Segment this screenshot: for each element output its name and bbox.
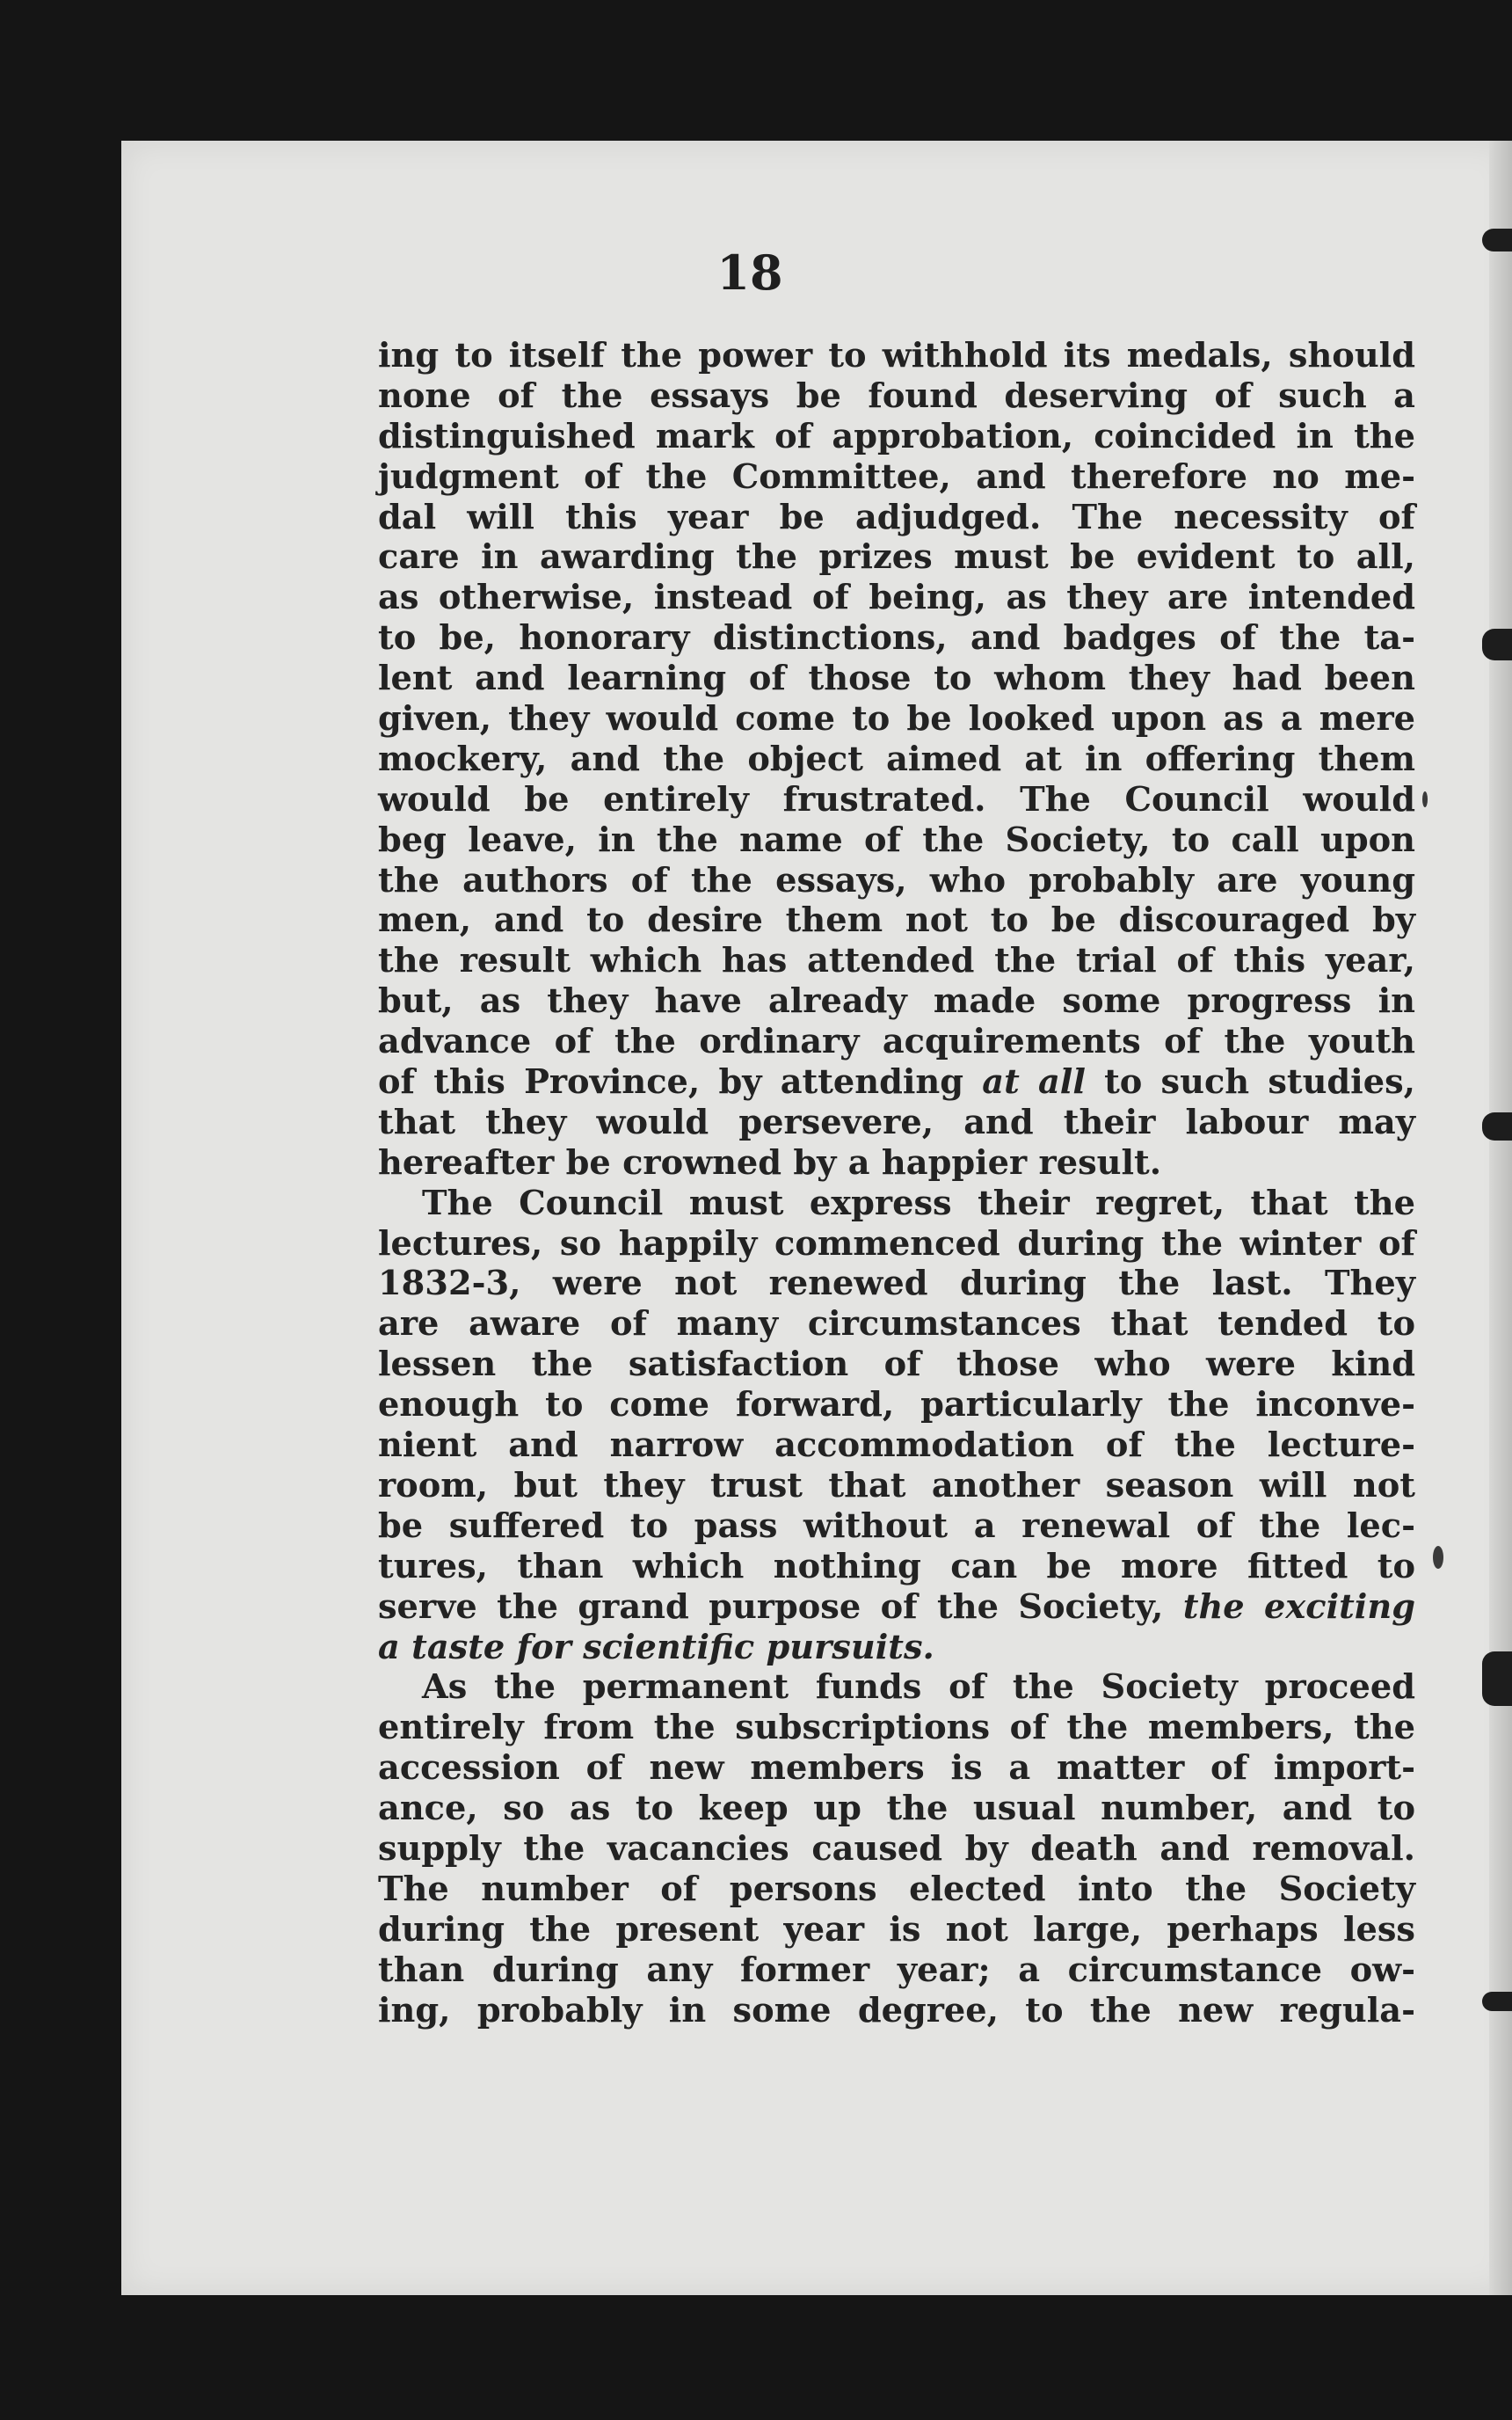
italic-text: the exciting bbox=[1182, 1586, 1415, 1627]
text-line: nient and narrow accommodation of the lecture- bbox=[378, 1425, 1415, 1466]
paper-speck bbox=[1433, 1546, 1443, 1569]
binding-mark bbox=[1482, 229, 1512, 251]
text-segment: to such studies, bbox=[1085, 1062, 1415, 1103]
text-line: advance of the ordinary acquirements of the youth bbox=[378, 1022, 1415, 1062]
page-number: 18 bbox=[716, 244, 783, 301]
text-line: but, as they have already made some progress in bbox=[378, 981, 1415, 1022]
text-segment: of this Province, by attending bbox=[378, 1062, 983, 1103]
text-line: the authors of the essays, who probably are young bbox=[378, 860, 1415, 900]
text-line: care in awarding the prizes must be evident to all, bbox=[378, 537, 1415, 578]
text-line: room, but they trust that another season will not bbox=[378, 1465, 1415, 1505]
binding-mark bbox=[1482, 1651, 1512, 1706]
text-line: to be, honorary distinctions, and badges of the ta- bbox=[378, 618, 1415, 659]
text-line: ance, so as to keep up the usual number, and to bbox=[378, 1789, 1415, 1829]
text-line: enough to come forward, particularly the inconve- bbox=[378, 1385, 1415, 1425]
text-line: entirely from the subscriptions of the members, the bbox=[378, 1708, 1415, 1748]
text-line: lent and learning of those to whom they had been bbox=[378, 659, 1415, 699]
text-line: the result which has attended the trial of this year, bbox=[378, 941, 1415, 981]
text-line: are aware of many circumstances that tended to bbox=[378, 1304, 1415, 1345]
text-line: hereafter be crowned by a happier result. bbox=[378, 1142, 1162, 1183]
text-line: ing, probably in some degree, to the new regula- bbox=[378, 1990, 1415, 2030]
italic-text: at all bbox=[982, 1062, 1086, 1103]
text-line: As the permanent funds of the Society proceed bbox=[422, 1667, 1415, 1708]
page-gutter-edge bbox=[1489, 141, 1512, 2295]
text-line: none of the essays be found deserving of such a bbox=[378, 375, 1415, 416]
text-line: The number of persons elected into the Society bbox=[378, 1869, 1415, 1909]
text-line: 1832-3, were not renewed during the last. They bbox=[378, 1264, 1415, 1304]
paper-speck bbox=[1422, 791, 1428, 807]
text-line: as otherwise, instead of being, as they are intended bbox=[378, 578, 1415, 618]
text-line: ing to itself the power to withhold its medals, should bbox=[378, 336, 1415, 375]
binding-mark bbox=[1482, 1112, 1512, 1141]
text-line: accession of new members is a matter of import- bbox=[378, 1748, 1415, 1789]
text-line-with-italic bbox=[378, 1628, 1415, 1668]
binding-mark bbox=[1482, 1992, 1512, 2011]
text-line: that they would persevere, and their labour may bbox=[378, 1102, 1415, 1142]
text-line: beg leave, in the name of the Society, to call upon bbox=[378, 820, 1415, 860]
text-line: given, they would come to be looked upon as a mere bbox=[378, 699, 1415, 740]
text-line-with-italic bbox=[378, 1587, 1415, 1628]
italic-text: a taste for scientific pursuits. bbox=[378, 1627, 934, 1667]
text-line: judgment of the Committee, and therefore no me- bbox=[378, 456, 1415, 497]
text-line: men, and to desire them not to be discouraged by bbox=[378, 900, 1415, 941]
text-line: The Council must express their regret, that the bbox=[422, 1183, 1415, 1223]
text-line: lessen the satisfaction of those who were kind bbox=[378, 1345, 1415, 1385]
book-page bbox=[121, 141, 1512, 2295]
binding-mark bbox=[1482, 629, 1512, 660]
text-line: distinguished mark of approbation, coincided in the bbox=[378, 416, 1415, 456]
text-line: mockery, and the object aimed at in offering them bbox=[378, 739, 1415, 779]
body-text bbox=[378, 336, 1415, 2030]
text-line: during the present year is not large, perhaps less bbox=[378, 1909, 1415, 1950]
text-line: lectures, so happily commenced during the winter of bbox=[378, 1223, 1415, 1264]
text-line: supply the vacancies caused by death and removal. bbox=[378, 1828, 1415, 1869]
text-line: than during any former year; a circumstance ow- bbox=[378, 1950, 1415, 1990]
text-line: be suffered to pass without a renewal of the lec- bbox=[378, 1505, 1415, 1546]
text-line: dal will this year be adjudged. The necessity of bbox=[378, 497, 1415, 537]
text-line: would be entirely frustrated. The Council would bbox=[378, 779, 1415, 820]
text-line: tures, than which nothing can be more fitted to bbox=[378, 1546, 1415, 1586]
text-segment: serve the grand purpose of the Society, bbox=[378, 1586, 1183, 1627]
text-line-with-italic bbox=[378, 1062, 1415, 1103]
